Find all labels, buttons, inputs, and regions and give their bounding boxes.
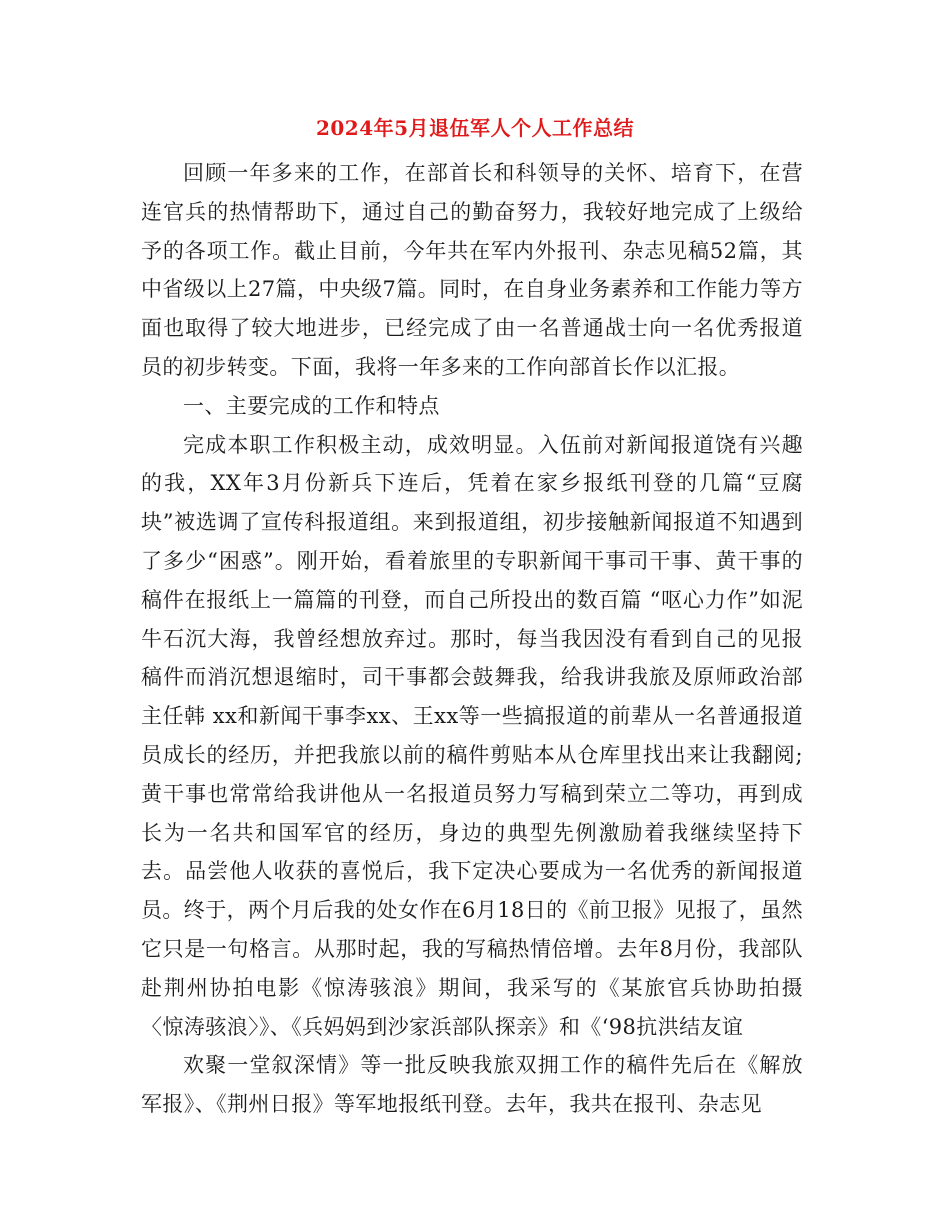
paragraph-intro: 回顾一年多来的工作，在部首长和科领导的关怀、培育下，在营连官兵的热情帮助下，通过自己的勤奋努力，我较好地完成了上级给予的各项工作。截止目前，今年共在军内外报刊、杂志见稿52篇，其中省级以上27篇，中央级7篇。同时，在自身业务素养和工作能力等方面也取得了较大地进步，已经完成了由一名普通战士向一名优秀报道员的初步转变。下面，我将一年多来的工作向部首长作以汇报。	[141, 161, 803, 379]
paragraph-continuation: 欢聚一堂叙深情》等一批反映我旅双拥工作的稿件先后在《解放军报》、《荆州日报》等军地报纸刊登。去年，我共在报刊、杂志见	[141, 1053, 803, 1117]
document-title: 2024年5月退伍军人个人工作总结	[315, 116, 635, 140]
paragraph-work: 完成本职工作积极主动，成效明显。入伍前对新闻报道饶有兴趣的我，XX年3月份新兵下连后，凭着在家乡报纸刊登的几篇“豆腐块”被选调了宣传科报道组。来到报道组，初步接触新闻报道不知遇到了多少“困惑”。刚开始，看着旅里的专职新闻干事司干事、黄干事的稿件在报纸上一篇篇的刊登，而自己所投出的数百篇 “呕心力作”如泥牛石沉大海，我曾经想放弃过。那时，每当我因没有看到自己的见报稿件而消沉想退缩时，司干事都会鼓舞我，给我讲我旅及原师政治部主任韩 xx和新闻干事李xx、王xx等一些搞报道的前辈从一名普通报道员成长的经历，并把我旅以前的稿件剪贴本从仓库里找出来让我翻阅;黄干事也常常给我讲他从一名报道员努力写稿到荣立二等功，再到成长为一名共和国军官的经历，身边的典型先例激励着我继续坚持下去。品尝他人收获的喜悦后，我下定决心要成为一名优秀的新闻报道员。终于，两个月后我的处女作在6月18日的《前卫报》见报了，虽然它只是一句格言。从那时起，我的写稿热情倍增。去年8月份，我部队赴荆州协拍电影《惊涛骇浪》期间，我采写的《某旅官兵协助拍摄〈惊涛骇浪〉》、《兵妈妈到沙家浜部队探亲》和《‘98抗洪结友谊	[141, 432, 803, 1039]
section-heading: 一、主要完成的工作和特点	[183, 393, 440, 418]
document-body	[141, 154, 803, 1124]
